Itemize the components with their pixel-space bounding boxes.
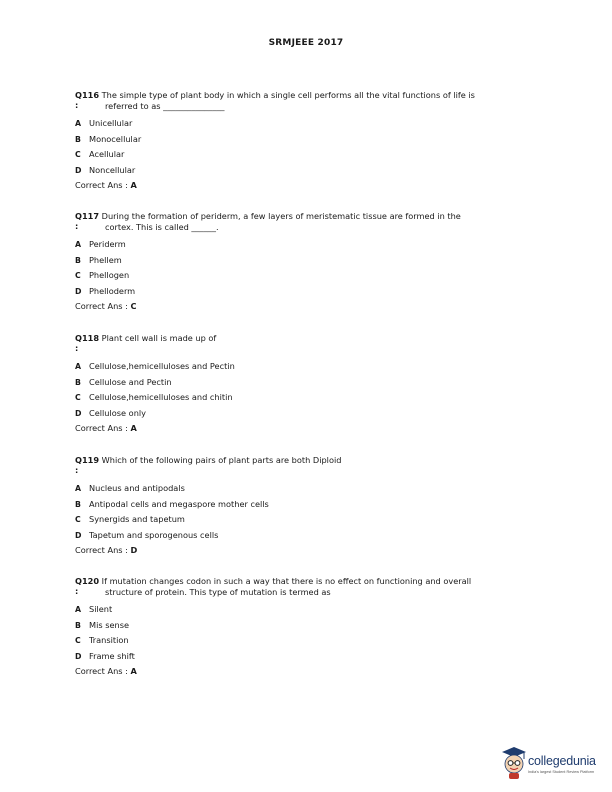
correct-answer: [75, 299, 545, 315]
question-text: If mutation changes codon in such a way that there is no effect on functioning and overall: [101, 576, 472, 586]
question-colon: :: [75, 465, 79, 475]
option-text: Periderm: [89, 239, 126, 249]
option-letter: B: [75, 134, 81, 144]
option-letter: A: [75, 484, 82, 493]
option-text: Nucleus and antipodals: [89, 483, 185, 493]
question-stem: [75, 455, 545, 475]
correct-answer: [75, 543, 545, 559]
options-list: [75, 359, 545, 421]
option-text: Phelloderm: [89, 285, 136, 296]
page-title: SRMJEEE 2017: [268, 38, 344, 48]
option-a: [75, 116, 545, 132]
option-text: Cellulose only: [89, 407, 147, 418]
question-number: Q117: [75, 211, 100, 221]
question-text-continued: referred to as _______________: [105, 101, 225, 111]
option-b: [75, 618, 545, 634]
question-text-continued: cortex. This is called ______.: [105, 222, 219, 232]
question-text: Which of the following pairs of plant parts are both Diploid: [101, 455, 342, 465]
question-block: [75, 333, 545, 437]
option-text: Noncellular: [89, 164, 136, 175]
option-text: Mis sense: [89, 619, 130, 630]
option-letter: C: [75, 393, 81, 403]
question-stem: [75, 333, 545, 353]
option-c: [75, 512, 545, 528]
options-list: [75, 602, 545, 664]
option-c: [75, 147, 545, 163]
answer-value: A: [130, 666, 137, 677]
option-b: [75, 253, 545, 269]
option-letter: A: [75, 119, 82, 128]
graduate-mascot-icon: [500, 744, 528, 780]
option-b: [75, 375, 545, 391]
option-text: Antipodal cells and megaspore mother cells: [89, 498, 269, 509]
option-letter: B: [75, 377, 81, 387]
question-number: Q119: [75, 455, 100, 465]
option-letter: B: [75, 620, 81, 630]
option-letter: B: [75, 499, 81, 509]
answer-label: Correct Ans :: [75, 180, 128, 191]
question-colon: :: [75, 221, 79, 231]
question-colon: :: [75, 100, 79, 110]
option-letter: B: [75, 255, 81, 265]
question-text-continued: structure of protein. This type of mutation is termed as: [105, 587, 331, 597]
option-c: [75, 390, 545, 406]
options-list: [75, 237, 545, 299]
answer-label: Correct Ans :: [75, 423, 128, 434]
option-text: Silent: [89, 604, 113, 614]
option-a: [75, 237, 545, 253]
question-stem: [75, 576, 545, 596]
option-d: [75, 649, 545, 665]
brand-name: collegedunia: [528, 754, 596, 768]
correct-answer: [75, 664, 545, 680]
question-block: [75, 455, 545, 559]
option-letter: D: [75, 651, 82, 661]
question-block: [75, 90, 545, 194]
question-number: Q116: [75, 90, 100, 100]
answer-value: D: [130, 545, 138, 556]
question-text: During the formation of periderm, a few layers of meristematic tissue are formed in the: [101, 211, 461, 221]
question-stem: [75, 90, 545, 110]
question-colon: :: [75, 343, 79, 353]
option-d: [75, 528, 545, 544]
option-letter: D: [75, 165, 82, 175]
collegedunia-logo[interactable]: [500, 744, 606, 780]
option-letter: C: [75, 636, 81, 646]
question-text: Plant cell wall is made up of: [101, 333, 217, 343]
option-text: Frame shift: [89, 650, 135, 661]
option-letter: C: [75, 271, 81, 281]
option-letter: A: [75, 240, 82, 249]
option-text: Synergids and tapetum: [89, 514, 185, 525]
option-c: [75, 268, 545, 284]
option-a: [75, 481, 545, 497]
question-block: [75, 576, 545, 680]
option-text: Monocellular: [89, 133, 142, 144]
option-letter: D: [75, 530, 82, 540]
option-letter: D: [75, 286, 82, 296]
brand-tagline: India's largest Student Review Platform: [528, 770, 595, 774]
question-stem: [75, 211, 545, 231]
answer-label: Correct Ans :: [75, 545, 128, 556]
correct-answer: [75, 421, 545, 437]
correct-answer: [75, 178, 545, 194]
option-letter: A: [75, 362, 82, 371]
question-number: Q118: [75, 333, 100, 343]
option-text: Cellulose,hemicelluloses and chitin: [89, 392, 233, 403]
option-text: Unicellular: [89, 118, 133, 128]
option-text: Cellulose,hemicelluloses and Pectin: [89, 361, 235, 371]
option-text: Phellem: [89, 254, 122, 265]
option-text: Tapetum and sporogenous cells: [89, 529, 219, 540]
options-list: [75, 116, 545, 178]
answer-label: Correct Ans :: [75, 666, 128, 677]
option-letter: A: [75, 605, 82, 614]
answer-value: A: [130, 423, 137, 434]
option-d: [75, 406, 545, 422]
question-block: [75, 211, 545, 315]
answer-value: A: [130, 180, 137, 191]
option-d: [75, 284, 545, 300]
option-text: Cellulose and Pectin: [89, 376, 172, 387]
question-text: The simple type of plant body in which a single cell performs all the vital functions of life is: [101, 90, 475, 100]
answer-value: C: [130, 301, 137, 312]
answer-label: Correct Ans :: [75, 301, 128, 312]
option-b: [75, 132, 545, 148]
option-c: [75, 633, 545, 649]
option-letter: D: [75, 408, 82, 418]
option-letter: C: [75, 150, 81, 160]
options-list: [75, 481, 545, 543]
option-a: [75, 359, 545, 375]
option-text: Phellogen: [89, 270, 130, 281]
option-text: Transition: [89, 635, 129, 646]
option-b: [75, 497, 545, 513]
option-d: [75, 163, 545, 179]
option-letter: C: [75, 515, 81, 525]
option-text: Acellular: [89, 149, 125, 160]
question-colon: :: [75, 586, 79, 596]
question-number: Q120: [75, 576, 100, 586]
option-a: [75, 602, 545, 618]
